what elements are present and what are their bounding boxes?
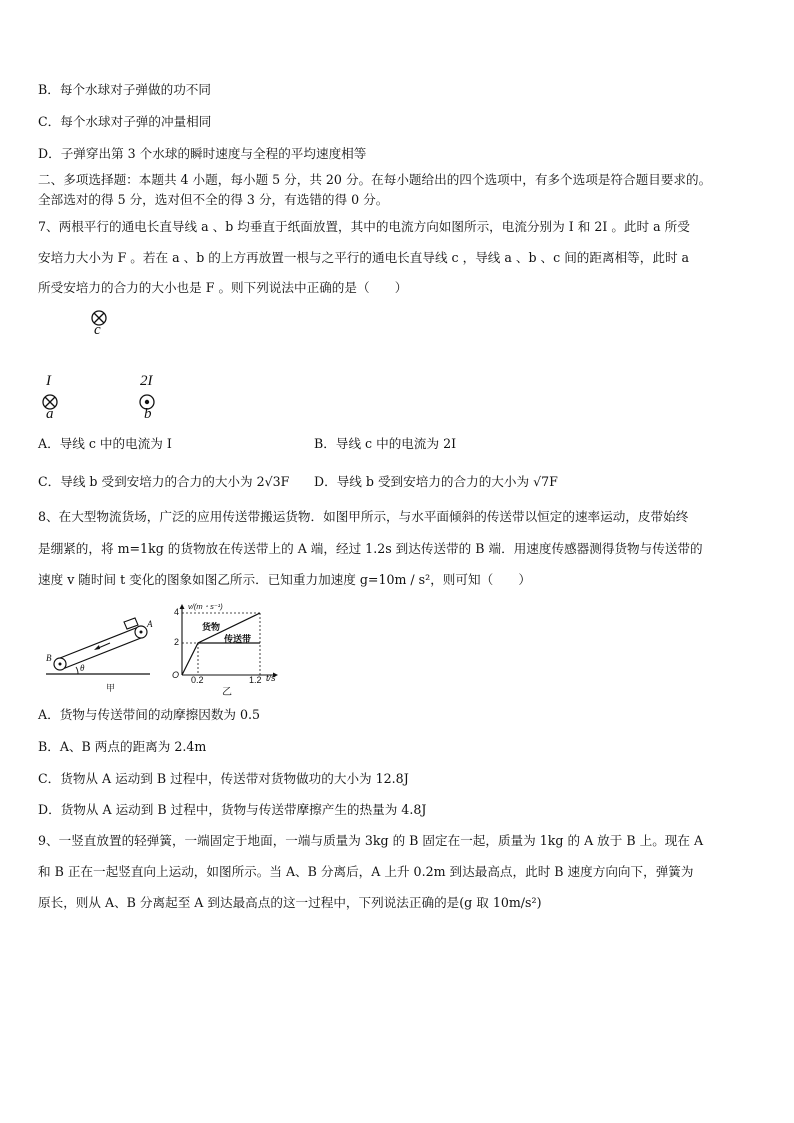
q9-stem-1: 9、一竖直放置的轻弹簧，一端固定于地面，一端与质量为 3kg 的 B 固定在一起，质量为 1kg 的 A 放于 B 上。现在 A [38,833,704,848]
wire-b-current: 2I [140,373,153,389]
q7-stem-2: 安培力大小为 F 。若在 a 、b 的上方再放置一根与之平行的通电长直导线 c ，导线 a 、b 、c 间的距离相等，此时 a [38,250,690,265]
vt-y-tick-2: 2 [174,637,180,647]
conveyor-end-a-label: A [147,619,153,629]
q6-option-b: B．每个水球对子弹做的功不同 [38,82,211,97]
wire-b-label: b [144,406,152,422]
vt-cargo-label: 货物 [202,622,221,632]
vt-origin-label: O [172,670,180,680]
q8-option-c: C．货物从 A 运动到 B 过程中，传送带对货物做功的大小为 12.8J [38,771,409,786]
vt-belt-label: 传送带 [224,634,252,644]
q7-option-c: C．导线 b 受到安培力的合力的大小为 2√3F [38,474,290,489]
vt-caption: 乙 [222,687,232,698]
q8-stem-2: 是绷紧的，将 m=1kg 的货物放在传送带上的 A 端，经过 1.2s 到达传送带的 B 端．用速度传感器测得货物与传送带的 [38,541,703,556]
conveyor-caption: 甲 [106,683,116,693]
q9-stem-3: 原长，则从 A、B 分离起至 A 到达最高点的这一过程中，下列说法正确的是(g 取 10m/s²) [38,895,542,910]
wire-c-label: c [94,322,101,338]
vt-y-axis-label: v/(m・s⁻¹) [188,602,223,611]
section2-instructions-2: 全部选对的得 5 分，选对但不全的得 3 分，有选错的得 0 分。 [38,192,389,207]
wire-a-label: a [46,406,54,422]
vt-x-axis-label: t/s [266,673,276,683]
q8-stem-3: 速度 v 随时间 t 变化的图象如图乙所示．已知重力加速度 g=10m / s²，则可知（ ） [38,572,531,587]
conveyor-end-b-label: B [46,653,52,663]
q8-option-b: B．A、B 两点的距离为 2.4m [38,739,207,754]
conveyor-belt-diagram [38,610,158,690]
conveyor-angle-label: θ [80,663,85,673]
q7-stem-3: 所受安培力的合力的大小也是 F 。则下列说法中正确的是（ ） [38,280,408,295]
section2-instructions-1: 二、多项选择题：本题共 4 小题，每小题 5 分，共 20 分。在每小题给出的四个选项中，有多个选项是符合题目要求的。 [38,172,712,187]
vt-x-tick-0-2: 0.2 [191,675,204,685]
wire-a-current: I [46,373,51,389]
q6-option-d: D．子弹穿出第 3 个水球的瞬时速度与全程的平均速度相等 [38,146,367,161]
vt-x-tick-1-2: 1.2 [249,675,262,685]
q8-stem-1: 8、在大型物流货场，广泛的应用传送带搬运货物．如图甲所示，与水平面倾斜的传送带以恒定的速率运动，皮带始终 [38,509,689,524]
q8-option-d: D．货物从 A 运动到 B 过程中，货物与传送带摩擦产生的热量为 4.8J [38,802,427,817]
q9-stem-2: 和 B 正在一起竖直向上运动，如图所示。当 A、B 分离后，A 上升 0.2m 到达最高点，此时 B 速度方向向下，弹簧为 [38,864,694,879]
vt-y-tick-4: 4 [174,607,180,617]
q7-option-d: D．导线 b 受到安培力的合力的大小为 √7F [314,474,558,489]
q8-option-a: A．货物与传送带间的动摩擦因数为 0.5 [38,707,261,722]
q7-stem-1: 7、两根平行的通电长直导线 a 、b 均垂直于纸面放置，其中的电流方向如图所示，电流分别为 I 和 2I 。此时 a 所受 [38,219,690,234]
q7-option-b: B．导线 c 中的电流为 2I [314,436,457,451]
q7-option-a: A．导线 c 中的电流为 I [38,436,172,451]
q6-option-c: C．每个水球对子弹的冲量相同 [38,114,212,129]
